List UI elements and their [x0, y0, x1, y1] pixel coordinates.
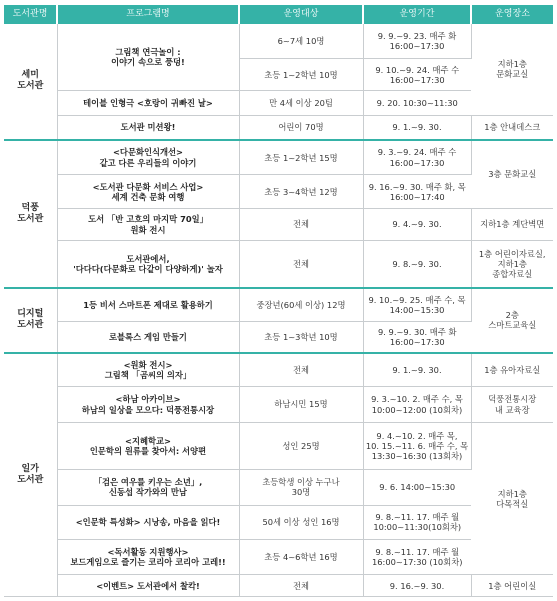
program-name: 1등 비서 스마트폰 제대로 활용하기: [57, 288, 239, 322]
period-line: 14:00~15:30: [389, 304, 445, 315]
period-line: 9. 8.~11. 17. 매주 월: [375, 512, 460, 523]
header-target: 운영대상: [239, 5, 363, 24]
period-line: 9. 10.~9. 25. 매주 수, 목: [368, 294, 466, 305]
program-line: 원화 전시: [130, 224, 166, 235]
table-row: [4, 240, 553, 287]
library-name-line: 일가: [21, 464, 39, 475]
program-name: 도서관 미션왕!: [57, 115, 239, 140]
period-cell: 9. 8.~9. 30.: [363, 240, 471, 287]
place-cell: [471, 423, 553, 575]
period-cell: [363, 423, 471, 469]
period-line: 13:30~16:30 (13회차): [371, 451, 463, 462]
target-cell: 전체: [239, 575, 363, 597]
program-name: <이벤트> 도서관에서 찰칵!: [57, 575, 239, 597]
program-table: [4, 5, 553, 597]
period-cell: 9. 1.~9. 30.: [363, 115, 471, 140]
period-line: 16:00~17:30: [389, 74, 445, 85]
place-line: 1층 어린이자료실,: [478, 248, 546, 259]
place-cell: 1층 유아자료실: [471, 353, 553, 386]
program-line: '다다다(다문화로 다같이 다양하게)' 놀자: [73, 263, 223, 274]
period-line: 9. 9.~9. 30. 매주 화: [378, 326, 457, 337]
table-row: [4, 469, 553, 505]
program-line: <독서활동 지원행사>: [107, 547, 189, 558]
place-line: 2층: [505, 310, 519, 321]
library-name-line: 세미: [21, 70, 39, 81]
period-cell: [363, 175, 471, 209]
period-line: 10:00~11:30(10회차): [373, 522, 462, 533]
header-period: 운영기간: [363, 5, 471, 24]
period-cell: [363, 321, 471, 353]
period-line: 10:00~12:00 (10회차): [371, 404, 463, 415]
place-line: 지하1층: [497, 488, 527, 499]
header-place: 운영장소: [471, 5, 553, 24]
target-cell: [239, 469, 363, 505]
program-name: [57, 469, 239, 505]
period-line: 9. 8.~11. 17. 매주 월: [375, 547, 460, 558]
period-cell: [363, 59, 471, 91]
place-cell: [471, 240, 553, 287]
place-line: 스마트교육실: [488, 320, 537, 331]
program-line: <도서관 다문화 서비스 사업>: [92, 181, 204, 192]
target-cell: 50세 이상 성인 16명: [239, 505, 363, 540]
table-row: [4, 386, 553, 423]
place-cell: [471, 288, 553, 354]
table-row: [4, 288, 553, 322]
program-line: 그림책 연극놀이 :: [115, 46, 181, 57]
target-cell: 초등 1~2학년 10명: [239, 59, 363, 91]
library-name-line: 도서관: [17, 320, 44, 331]
table-row: [4, 353, 553, 386]
target-cell: 어린이 70명: [239, 115, 363, 140]
program-name: [57, 353, 239, 386]
place-line: 문화교실: [496, 69, 529, 80]
program-name: [57, 24, 239, 91]
program-name: 테이블 인형극 <호랑이 귀빠진 날>: [57, 91, 239, 116]
place-line: 다목적실: [496, 498, 529, 509]
place-line: 지하1층: [497, 258, 527, 269]
table-row: [4, 140, 553, 175]
library-name-line: 덕풍: [21, 202, 39, 213]
library-name: [4, 140, 57, 288]
program-name: [57, 240, 239, 287]
period-line: 16:00~17:30 (10회차): [372, 557, 463, 568]
library-name: [4, 288, 57, 354]
library-name: [4, 353, 57, 596]
table-row: [4, 115, 553, 140]
program-name: [57, 423, 239, 469]
target-cell: 전체: [239, 240, 363, 287]
period-cell: 9. 16.~9. 30.: [363, 575, 471, 597]
target-cell: 초등 1~3학년 10명: [239, 321, 363, 353]
library-name-line: 도서관: [17, 213, 44, 224]
place-line: 종합자료실: [492, 268, 533, 279]
program-name: [57, 209, 239, 241]
table-row: [4, 423, 553, 469]
period-cell: 9. 20. 10:30~11:30: [363, 91, 471, 116]
program-line: 하남의 일상을 모으다: 덕풍전통시장: [81, 404, 215, 415]
target-cell: 초등 3~4학년 12명: [239, 175, 363, 209]
period-line: 9. 10.~9. 24. 매주 수: [375, 64, 460, 75]
period-cell: [363, 288, 471, 322]
program-name: [57, 140, 239, 175]
program-line: <원화 전시>: [123, 359, 173, 370]
header-program: 프로그램명: [57, 5, 239, 24]
table-row: [4, 209, 553, 241]
library-name-line: 도서관: [17, 81, 44, 92]
program-line: 신동섭 작가와의 만남: [109, 487, 187, 498]
target-cell: 6~7세 10명: [239, 24, 363, 59]
period-cell: 9. 6. 14:00~15:30: [363, 469, 471, 505]
program-name: <인문학 특성화> 시낭송, 마음을 읽다!: [57, 505, 239, 540]
period-cell: [363, 24, 471, 59]
table-row: [4, 24, 553, 59]
period-line: 16:00~17:40: [389, 191, 445, 202]
target-cell: 성인 25명: [239, 423, 363, 469]
program-name: [57, 386, 239, 423]
program-line: 이야기 속으로 풍덩!: [111, 57, 185, 68]
table-row: [4, 175, 553, 209]
place-line: 내 교육장: [494, 404, 530, 415]
period-line: 9. 16.~9. 30. 매주 화, 목: [368, 181, 466, 192]
place-cell: 1층 어린이실: [471, 575, 553, 597]
program-line: 같고 다른 우리들의 이야기: [99, 157, 197, 168]
program-line: 인문학의 원류를 찾아서: 서양편: [89, 446, 207, 457]
program-line: <지혜학교>: [125, 435, 171, 446]
place-line: 지하1층: [497, 59, 527, 70]
program-line: 「검은 여우를 키우는 소년」,: [93, 476, 203, 487]
place-line: 덕풍전통시장: [488, 394, 537, 405]
period-cell: [363, 540, 471, 575]
target-cell: 초등 4~6학년 16명: [239, 540, 363, 575]
program-line: 그림책 「곰씨의 의자」: [104, 369, 192, 380]
table-row: [4, 91, 553, 116]
program-line: 세계 건축 문화 여행: [111, 191, 185, 202]
program-name: 로블록스 게임 만들기: [57, 321, 239, 353]
target-cell: 전체: [239, 209, 363, 241]
period-line: 9. 3.~9. 24. 매주 수: [377, 147, 457, 158]
period-line: 16:00~17:30: [389, 157, 445, 168]
header-row: [4, 5, 553, 24]
program-line: 도서관에서,: [126, 253, 170, 264]
target-cell: 중장년(60세 이상) 12명: [239, 288, 363, 322]
target-cell: 만 4세 이상 20팀: [239, 91, 363, 116]
period-cell: [363, 386, 471, 423]
period-line: 16:00~17:30: [389, 337, 445, 348]
period-cell: [363, 140, 471, 175]
library-name-line: 도서관: [17, 475, 44, 486]
period-line: 9. 9.~9. 23. 매주 화: [377, 31, 457, 42]
place-cell: [471, 24, 553, 115]
program-name: [57, 540, 239, 575]
period-line: 16:00~17:30: [389, 41, 445, 52]
period-line: 9. 3.~10. 2. 매주 수, 목: [371, 394, 463, 405]
program-name: [57, 175, 239, 209]
period-line: 9. 4.~10. 2. 매주 목,: [376, 430, 458, 441]
place-cell: 지하1층 계단벽면: [471, 209, 553, 241]
target-line: 초등학생 이상 누구나: [262, 476, 340, 487]
period-cell: 9. 1.~9. 30.: [363, 353, 471, 386]
table-row: [4, 321, 553, 353]
period-cell: [363, 505, 471, 540]
place-cell: [471, 386, 553, 423]
table-row: [4, 575, 553, 597]
target-cell: 전체: [239, 353, 363, 386]
period-cell: 9. 4.~9. 30.: [363, 209, 471, 241]
header-library: 도서관명: [4, 5, 57, 24]
target-line: 30명: [291, 487, 311, 498]
program-line: <하남 아카이브>: [115, 394, 181, 405]
program-line: <다문화인식개선>: [112, 147, 183, 158]
target-cell: 하남시민 15명: [239, 386, 363, 423]
program-line: 보드게임으로 즐기는 코리아 코리아 고레!!: [70, 557, 226, 568]
library-name-line: 디지털: [17, 309, 44, 320]
table-row: [4, 540, 553, 575]
period-line: 10. 15.~11. 6. 매주 수, 목: [365, 441, 469, 451]
library-name: [4, 24, 57, 140]
place-cell: 1층 안내데스크: [471, 115, 553, 140]
target-cell: 초등 1~2학년 15명: [239, 140, 363, 175]
place-cell: 3층 문화교실: [471, 140, 553, 209]
table-row: [4, 505, 553, 540]
program-line: 도서 「반 고흐의 마지막 70일」: [88, 214, 208, 225]
